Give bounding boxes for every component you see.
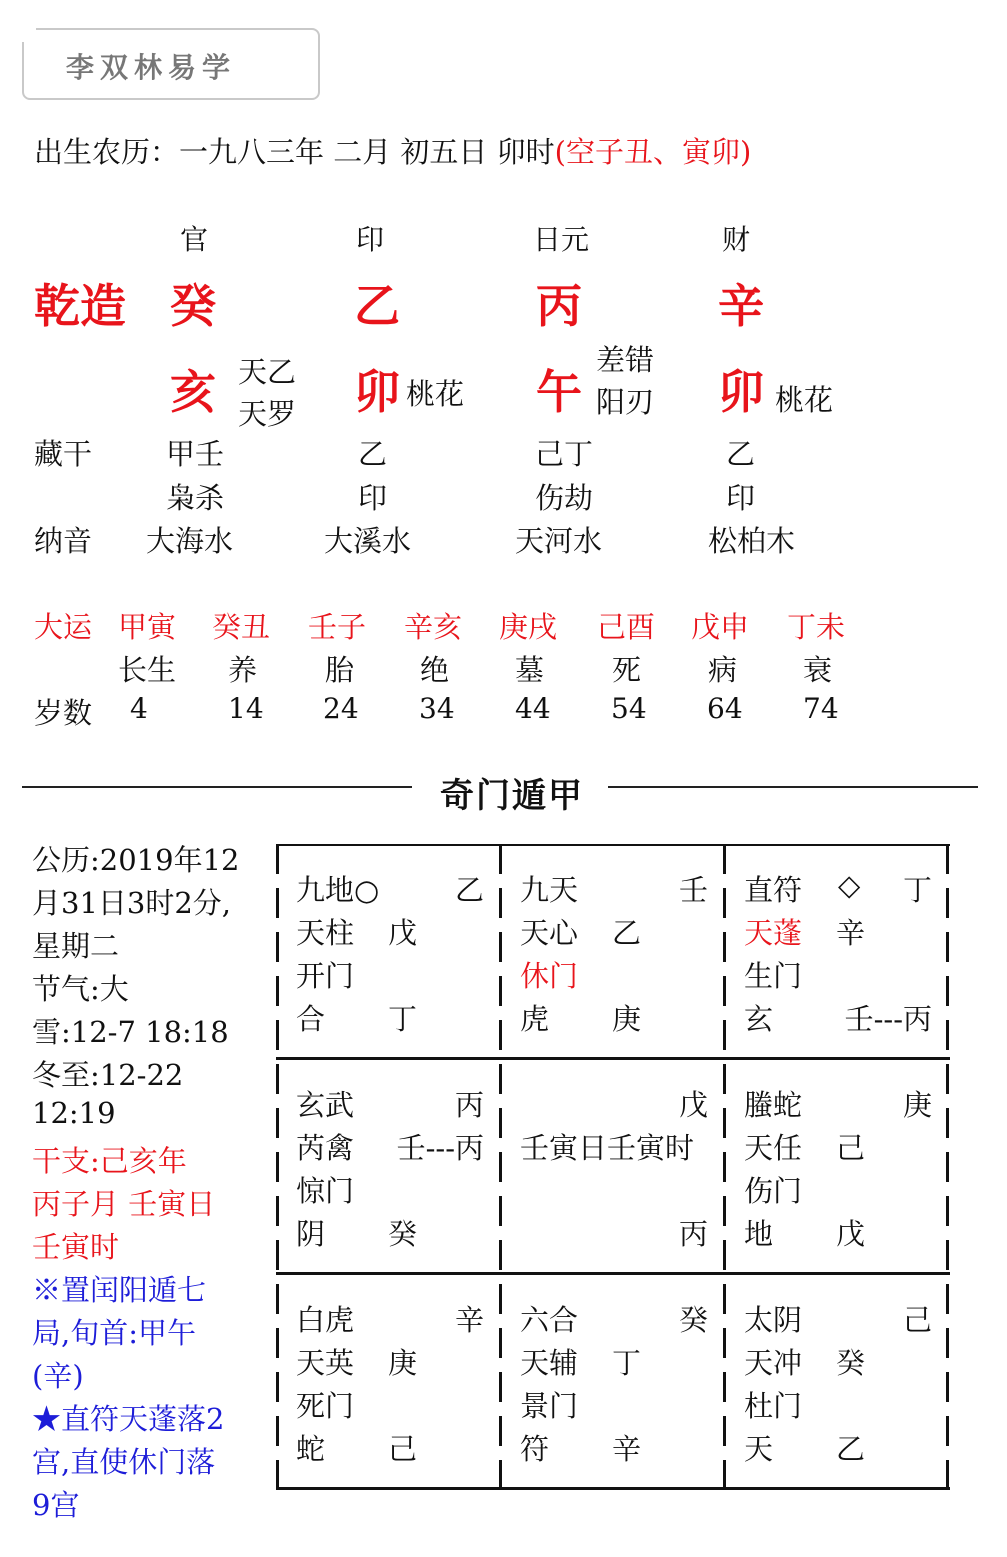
palace-star: 天蓬 [744,916,803,950]
state-2: 养 [228,653,258,687]
palace-stem: 丁 [902,873,932,907]
birth-label: 出生农历：一九八三年 二月 初五日 卯时 [34,135,555,169]
palace-star: 天柱 [296,916,355,950]
palace-deity: 螣蛇 [744,1088,803,1122]
dayun-4: 辛亥 [404,610,463,644]
palace-bottom-right [726,1276,950,1491]
nayin-2: 大溪水 [324,524,412,558]
palace-door: 休门 [520,959,579,993]
palace-stem: 癸 [678,1303,708,1337]
branch-1-note-b: 天罗 [238,397,297,431]
palace-stem: 己 [902,1303,932,1337]
side-line-5: 雪:12-7 18:18 [32,1015,229,1049]
branch-4: 卯 [718,365,764,419]
side-ju-3: (辛) [32,1359,84,1393]
palace-star-stem: 乙 [612,916,642,950]
state-7: 病 [708,653,738,687]
canggan-4: 乙 [726,437,756,471]
palace-bottom-left [278,1276,502,1491]
age-1: 4 [130,692,148,725]
palace-hidden-stem: 壬---丙 [844,1002,932,1036]
palace-star-stem: 庚 [388,1346,418,1380]
palace-hidden-stem: 丁 [388,1002,418,1036]
state-3: 胎 [325,653,355,687]
canggan-god-1: 枭杀 [166,481,225,515]
palace-top-left [278,846,502,1061]
palace-star-stem: 辛 [836,916,866,950]
canggan-3: 己丁 [535,437,594,471]
palace-door: 死门 [296,1389,355,1423]
palace-door: 惊门 [296,1174,355,1208]
palace-stem: 丙 [454,1088,484,1122]
palace-deity: 玄武 [296,1088,355,1122]
palace-door: 开门 [296,959,355,993]
ten-god-1: 官 [180,223,209,256]
age-3: 24 [323,692,359,725]
stem-2: 乙 [354,279,400,333]
palace-top-middle [502,846,726,1061]
side-line-6: 冬至:12-22 [32,1058,184,1092]
palace-bottom-middle [502,1276,726,1491]
branch-4-note: 桃花 [775,383,834,417]
branch-2: 卯 [354,365,400,419]
side-ju-4: ★直符天蓬落2 [32,1402,225,1436]
dayun-7: 戊申 [691,610,750,644]
palace-deity: 太阴 [744,1303,803,1337]
canggan-1: 甲壬 [166,437,225,471]
ten-god-4: 财 [722,223,751,256]
stem-1: 癸 [170,279,216,333]
nayin-4: 松柏木 [708,524,796,558]
palace-star: 天辅 [520,1346,579,1380]
palace-middle-left [278,1061,502,1276]
palace-deity: 九天 [520,873,579,907]
palace-top-right [726,846,950,1061]
palace-star-stem: 丁 [612,1346,642,1380]
palace-hidden-stem: 己 [388,1432,418,1466]
dayun-label: 大运 [34,610,93,644]
palace-star-stem: 戊 [388,916,418,950]
side-ju-6: 9宫 [32,1488,80,1522]
birth-line [34,130,751,171]
dayun-1: 甲寅 [118,610,177,644]
palace-star: 天心 [520,916,579,950]
age-7: 64 [707,692,743,725]
palace-star-stem: 癸 [836,1346,866,1380]
palace-spirit: 天 [744,1432,774,1466]
palace-hidden-stem: 庚 [612,1002,642,1036]
side-ganzhi-1: 干支:己亥年 [32,1144,187,1178]
diamond-icon: ◇ [838,868,861,902]
ten-god-3: 日元 [533,223,590,256]
divider-right [608,786,978,788]
side-line-7: 12:19 [32,1096,116,1130]
palace-door: 杜门 [744,1389,803,1423]
palace-stem: 乙 [454,873,484,907]
state-4: 绝 [420,653,450,687]
palace-star: 天任 [744,1131,803,1165]
dayun-2: 癸丑 [212,610,271,644]
side-ganzhi-3: 壬寅时 [32,1230,120,1264]
age-4: 34 [419,692,455,725]
dayun-8: 丁未 [787,610,846,644]
side-line-4: 节气:大 [32,972,129,1006]
nayin-3: 天河水 [515,524,603,558]
palace-star-stem: 己 [836,1131,866,1165]
qianzao-label: 乾造 [34,279,126,333]
palace-stem: 辛 [454,1303,484,1337]
age-8: 74 [803,692,839,725]
branch-1: 亥 [170,365,216,419]
qimen-title: 奇门遁甲 [440,776,584,816]
void-note: (空子丑、寅卯) [554,135,752,169]
side-ju-1: ※置闰阳遁七 [32,1273,207,1307]
age-5: 44 [515,692,551,725]
palace-star: 天冲 [744,1346,803,1380]
palace-hidden-stem: 癸 [388,1217,418,1251]
side-ju-2: 局,旬首:甲午 [32,1316,196,1350]
palace-spirit: 阴 [296,1217,326,1251]
palace-hidden-stem: 辛 [612,1432,642,1466]
age-2: 14 [228,692,264,725]
palace-star-stem: 壬---丙 [396,1131,484,1165]
palace-star: 芮禽 [296,1131,355,1165]
divider-left [22,786,412,788]
side-ganzhi-2: 丙子月 壬寅日 [32,1187,216,1221]
branch-1-note-a: 天乙 [238,355,297,389]
palace-deity: 六合 [520,1303,579,1337]
branch-3-note-b: 阳刃 [596,385,655,419]
stem-4: 辛 [718,279,764,333]
age-6: 54 [611,692,647,725]
palace-spirit: 符 [520,1432,550,1466]
palace-deity: 直符 [744,873,803,907]
palace-door: 伤门 [744,1174,803,1208]
dayun-5: 庚戌 [499,610,558,644]
side-line-3: 星期二 [32,929,120,963]
canggan-label: 藏干 [34,437,93,471]
palace-door: 生门 [744,959,803,993]
palace-ganzhi: 壬寅日壬寅时 [520,1131,695,1165]
state-6: 死 [612,653,642,687]
palace-stem: 庚 [902,1088,932,1122]
palace-middle-right [726,1061,950,1276]
palace-center [502,1061,726,1276]
branch-2-note: 桃花 [406,377,465,411]
side-line-2: 月31日3时2分, [32,886,232,920]
palace-deity: 九地○ [296,873,380,907]
state-1: 长生 [118,653,177,687]
canggan-god-2: 印 [358,481,388,515]
palace-spirit: 蛇 [296,1432,326,1466]
palace-door: 景门 [520,1389,579,1423]
branch-3-note-a: 差错 [596,343,655,377]
side-line-1: 公历:2019年12 [32,843,240,877]
state-5: 墓 [515,653,545,687]
state-8: 衰 [803,653,833,687]
palace-stem: 戊 [678,1088,708,1122]
palace-hidden-stem: 丙 [678,1217,708,1251]
palace-deity: 白虎 [296,1303,355,1337]
ten-god-2: 印 [356,223,385,256]
palace-spirit: 合 [296,1002,326,1036]
palace-star: 天英 [296,1346,355,1380]
stem-3: 丙 [536,279,582,333]
nayin-label: 纳音 [34,524,93,558]
age-label: 岁数 [34,696,93,730]
dayun-6: 己酉 [597,610,656,644]
brand-logo: 李双林易学 [66,51,237,84]
dayun-3: 壬子 [308,610,367,644]
palace-spirit: 虎 [520,1002,550,1036]
palace-stem: 壬 [678,873,708,907]
palace-hidden-stem: 乙 [836,1432,866,1466]
canggan-2: 乙 [358,437,388,471]
branch-3: 午 [536,365,582,419]
canggan-god-4: 印 [726,481,756,515]
side-ju-5: 宫,直使休门落 [32,1445,216,1479]
nayin-1: 大海水 [146,524,234,558]
palace-spirit: 玄 [744,1002,774,1036]
canggan-god-3: 伤劫 [535,481,594,515]
palace-hidden-stem: 戊 [836,1217,866,1251]
palace-spirit: 地 [744,1217,774,1251]
